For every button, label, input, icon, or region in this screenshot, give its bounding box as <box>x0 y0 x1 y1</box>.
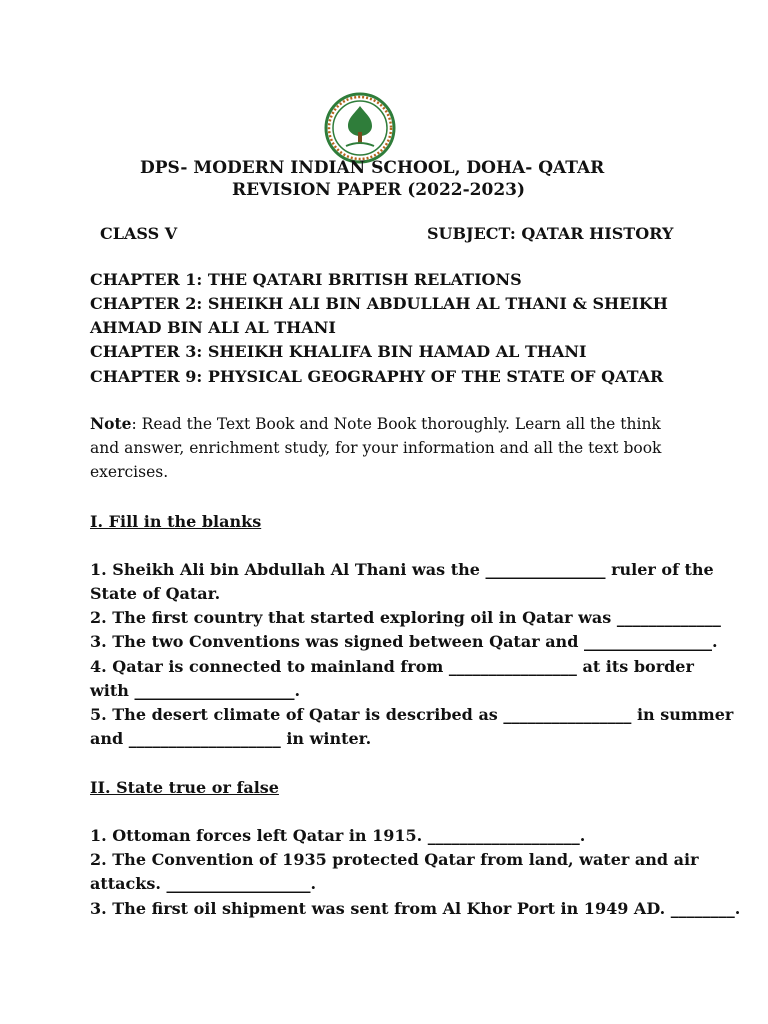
question-line: attacks. __________________. <box>90 874 317 893</box>
question-line: 4. Qatar is connected to mainland from ________________ at its border <box>90 657 694 676</box>
question-line: 3. The first oil shipment was sent from Al Khor Port in 1949 AD. ________. <box>90 899 741 918</box>
question-line: 2. The first country that started exploring oil in Qatar was _____________ <box>90 608 721 627</box>
section-title-true-false: II. State true or false <box>90 778 279 797</box>
section-title-fill-blanks: I. Fill in the blanks <box>90 512 262 531</box>
question-line: 2. The Convention of 1935 protected Qatar from land, water and air <box>90 850 699 869</box>
paper-title: REVISION PAPER (2022-2023) <box>232 180 526 200</box>
school-logo-icon <box>324 92 396 164</box>
chapter-line: CHAPTER 1: THE QATARI BRITISH RELATIONS <box>90 270 522 289</box>
question-line: 1. Ottoman forces left Qatar in 1915. ___________________. <box>90 826 586 845</box>
question-line: with ____________________. <box>90 681 301 700</box>
note-paragraph <box>90 412 680 484</box>
chapter-line: CHAPTER 3: SHEIKH KHALIFA BIN HAMAD AL THANI <box>90 342 587 361</box>
subject-label: SUBJECT: QATAR HISTORY <box>427 224 674 243</box>
school-name: DPS- MODERN INDIAN SCHOOL, DOHA- QATAR <box>140 158 605 178</box>
note-label: Note <box>90 414 132 433</box>
question-line: State of Qatar. <box>90 584 221 603</box>
chapter-line: CHAPTER 9: PHYSICAL GEOGRAPHY OF THE STATE OF QATAR <box>90 367 664 386</box>
question-line: 1. Sheikh Ali bin Abdullah Al Thani was the _______________ ruler of the <box>90 560 714 579</box>
chapter-line: AHMAD BIN ALI AL THANI <box>90 318 336 337</box>
chapter-line: CHAPTER 2: SHEIKH ALI BIN ABDULLAH AL THANI & SHEIKH <box>90 294 668 313</box>
note-text: : Read the Text Book and Note Book thoroughly. Learn all the think and answer, enrichment study, for your information and all the text book exercises. <box>90 415 662 481</box>
question-line: and ___________________ in winter. <box>90 729 372 748</box>
question-line: 3. The two Conventions was signed between Qatar and ________________. <box>90 632 718 651</box>
question-line: 5. The desert climate of Qatar is described as ________________ in summer <box>90 705 734 724</box>
class-label: CLASS V <box>100 224 178 243</box>
